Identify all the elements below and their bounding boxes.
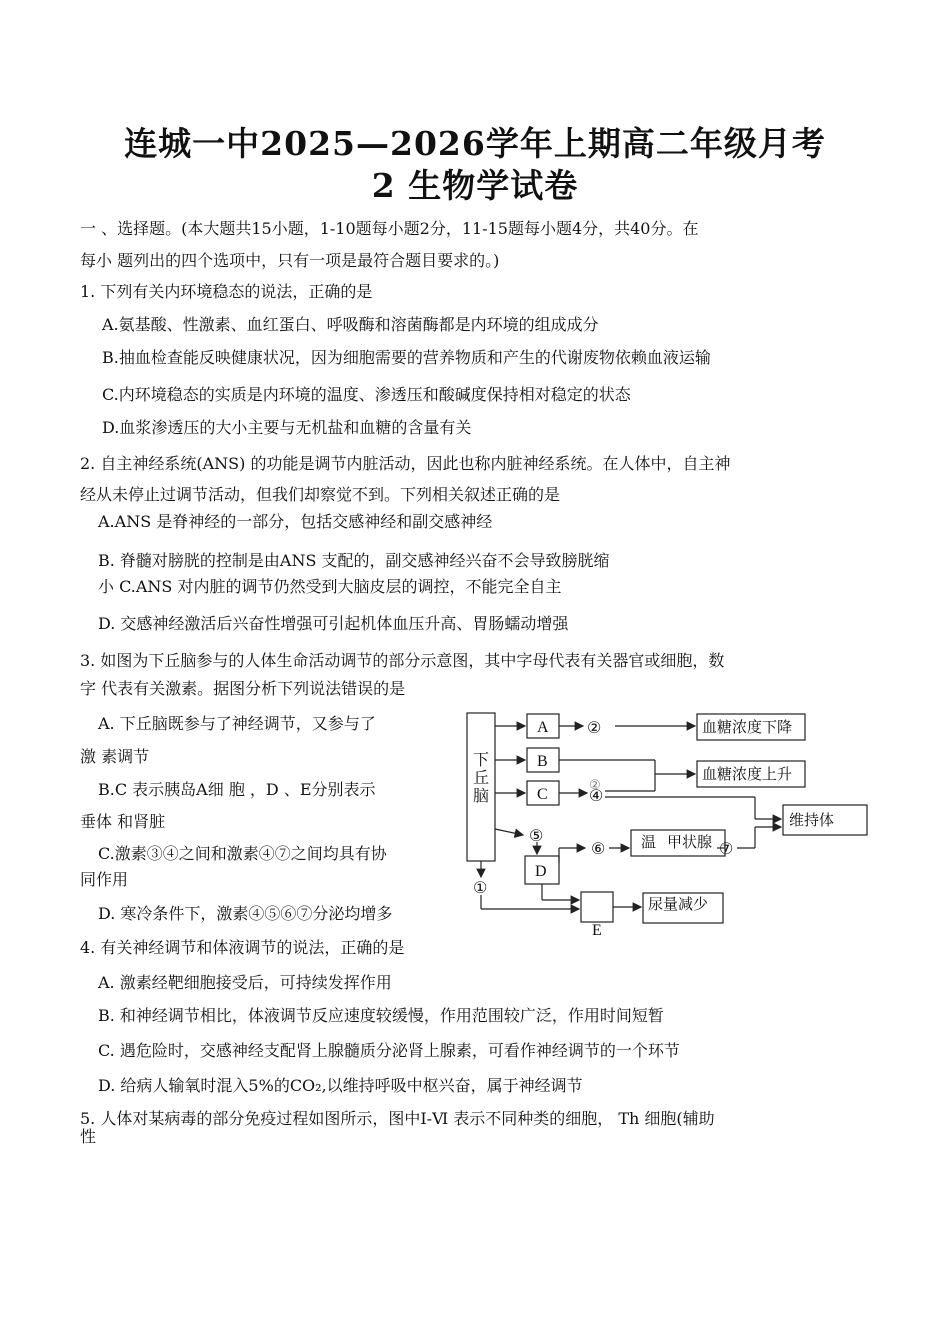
q3-stem-1: 3. 如图为下丘脑参与的人体生命活动调节的部分示意图，其中字母代表有关器官或细胞，数 (80, 651, 725, 670)
hormone-2a: ② (587, 720, 602, 737)
output-3-label: 维持体 (789, 813, 835, 829)
instructions-line-1: 一 、选择题。(本大题共15小题，1-10题每小题2分，11-15题每小题4分，共40分。在 (80, 219, 699, 238)
q1-stem: 1. 下列有关内环境稳态的说法，正确的是 (80, 282, 373, 301)
q4-option-a: A. 激素经靶细胞接受后，可持续发挥作用 (98, 973, 392, 992)
label-d: D (535, 863, 547, 880)
q3-option-d: D. 寒冷条件下，激素④⑤⑥⑦分泌均增多 (98, 904, 393, 923)
label-a: A (537, 719, 549, 736)
q1-option-b: B.抽血检查能反映健康状况，因为细胞需要的营养物质和产生的代谢废物依赖血液运输 (102, 348, 711, 367)
label-c: C (537, 786, 548, 803)
hypothalamus-char-1: 下 (473, 752, 490, 769)
label-b: B (537, 753, 548, 770)
q3-option-a-2: 激 素调节 (80, 747, 150, 766)
q1-option-d: D.血浆渗透压的大小主要与无机盐和血糖的含量有关 (102, 418, 472, 437)
q5-stem-1: 5. 人体对某病毒的部分免疫过程如图所示，图中Ⅰ-Ⅵ 表示不同种类的细胞， Th 细胞(辅助 (80, 1109, 715, 1128)
hypothalamus-box (467, 713, 495, 861)
hormone-6: ⑥ (591, 841, 606, 858)
q3-option-b-1: B.C 表示胰岛A细 胞 ，D 、E分别表示 (98, 780, 376, 799)
q2-stem-2: 经从未停止过调节活动，但我们却察觉不到。下列相关叙述正确的是 (80, 485, 561, 504)
hormone-2b: ② (589, 777, 601, 792)
q1-option-c: C.内环境稳态的实质是内环境的温度、渗透压和酸碱度保持相对稳定的状态 (102, 385, 631, 404)
output-1-label: 血糖浓度下降 (702, 720, 793, 736)
hormone-5: ⑤ (529, 828, 544, 845)
output-4-label-a: 温 (641, 835, 657, 851)
hypothalamus-char-2: 丘 (473, 770, 490, 787)
hormone-1: ① (473, 880, 488, 897)
q5-stem-2: 性 (80, 1127, 97, 1146)
q2-stem-1: 2. 自主神经系统(ANS) 的功能是调节内脏活动，因此也称内脏神经系统。在人体中，自主神 (80, 454, 731, 473)
hormone-4: ④ (589, 788, 604, 805)
q3-option-c-1: C.激素③④之间和激素④⑦之间均具有协 (98, 844, 387, 863)
output-5-label: 尿量减少 (648, 897, 709, 913)
q3-option-a-1: A. 下丘脑既参与了神经调节，又参与了 (98, 714, 376, 733)
instructions-line-2: 每小 题列出的四个选项中，只有一项是最符合题目要求的。) (80, 251, 500, 270)
title-line-1: 连城一中2025—2026学年上期高二年级月考 (124, 124, 826, 163)
q2-option-d: D. 交感神经激活后兴奋性增强可引起机体血压升高、胃肠蠕动增强 (98, 614, 569, 633)
q4-stem: 4. 有关神经调节和体液调节的说法，正确的是 (80, 938, 405, 957)
q3-option-b-2: 垂体 和肾脏 (80, 812, 166, 831)
q4-option-d: D. 给病人输氧时混入5%的CO₂,以维持呼吸中枢兴奋，属于神经调节 (98, 1076, 583, 1095)
q2-option-b-c: 小 C.ANS 对内脏的调节仍然受到大脑皮层的调控，不能完全自主 (98, 577, 562, 596)
q4-option-c: C. 遇危险时，交感神经支配肾上腺髓质分泌肾上腺素，可看作神经调节的一个环节 (98, 1041, 680, 1060)
q3-stem-2: 字 代表有关激素。据图分析下列说法错误的是 (80, 679, 406, 698)
q4-option-b: B. 和神经调节相比，体液调节反应速度较缓慢，作用范围较广泛，作用时间短暂 (98, 1006, 664, 1025)
box-e (581, 892, 613, 922)
output-2-label: 血糖浓度上升 (702, 767, 793, 783)
hypothalamus-char-3: 脑 (473, 788, 490, 805)
regulation-diagram (455, 705, 875, 950)
q2-option-a: A.ANS 是脊神经的一部分，包括交感神经和副交感神经 (98, 512, 493, 531)
output-4-label-b: 甲状腺 (667, 835, 713, 851)
title-line-2: 2 生物学试卷 (371, 166, 579, 205)
q2-option-b: B. 脊髓对膀胱的控制是由ANS 支配的，副交感神经兴奋不会导致膀胱缩 (98, 551, 610, 570)
q3-option-c-2: 同作用 (80, 870, 129, 889)
hormone-7: ⑦ (719, 841, 734, 858)
q1-option-a: A.氨基酸、性激素、血红蛋白、呼吸酶和溶菌酶都是内环境的组成成分 (102, 315, 599, 334)
label-e: E (592, 922, 602, 939)
